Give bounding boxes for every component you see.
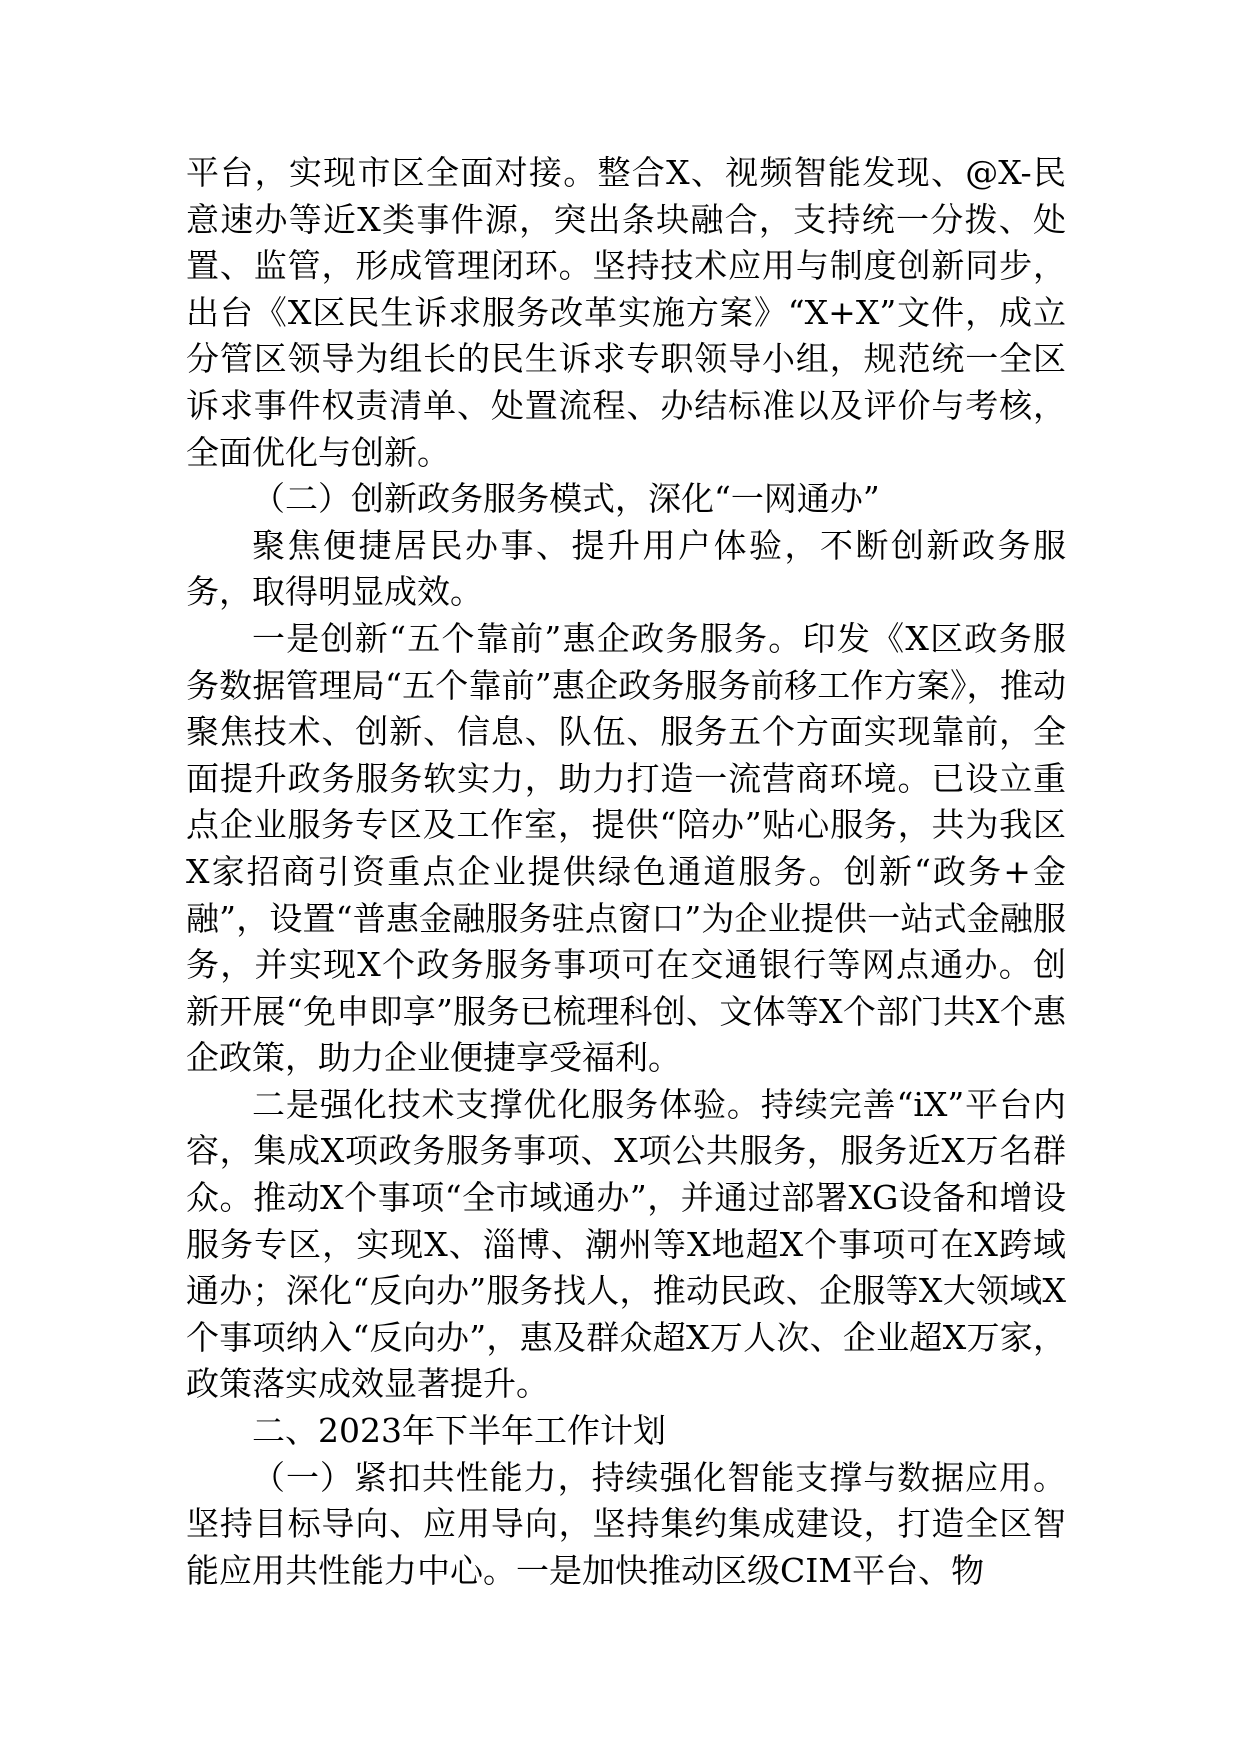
body-paragraph-3: 一是创新“五个靠前”惠企政务服务。印发《X区政务服务数据管理局“五个靠前”惠企政务服务前移工作方案》，推动聚焦技术、创新、信息、队伍、服务五个方面实现靠前，全面提升政务服务软实力，助力打造一流营商环境。已设立重点企业服务专区及工作室，提供“陪办”贴心服务，共为我区X家招商引资重点企业提供绿色通道服务。创新“政务+金融”，设置“普惠金融服务驻点窗口”为企业提供一站式金融服务，并实现X个政务服务事项可在交通银行等网点通办。创新开展“免申即享”服务已梳理科创、文体等X个部门共X个惠企政策，助力企业便捷享受福利。 (186, 618, 1066, 1078)
body-paragraph-4: 二是强化技术支撑优化服务体验。持续完善“iX”平台内容，集成X项政务服务事项、X项公共服务，服务近X万名群众。推动X个事项“全市域通办”，并通过部署XG设备和增设服务专区，实现X、淄博、潮州等X地超X个事项可在X跨域通办；深化“反向办”服务找人，推动民政、企服等X大领域X个事项纳入“反向办”，惠及群众超X万人次、企业超X万家，政策落实成效显著提升。 (186, 1084, 1066, 1404)
document-page (186, 150, 1066, 1594)
section-subheading-2: （二）创新政务服务模式，深化“一网通办” (252, 479, 880, 519)
body-paragraph-1: 平台，实现市区全面对接。整合X、视频智能发现、@X-民意速办等近X类事件源，突出条块融合，支持统一分拨、处置、监管，形成管理闭环。坚持技术应用与制度创新同步，出台《X区民生诉求服务改革实施方案》“X+X”文件，成立分管区领导为组长的民生诉求专职领导小组，规范统一全区诉求事件权责清单、处置流程、办结标准以及评价与考核，全面优化与创新。 (186, 153, 1066, 472)
body-paragraph-5: （一）紧扣共性能力，持续强化智能支撑与数据应用。坚持目标导向、应用导向，坚持集约集成建设，打造全区智能应用共性能力中心。一是加快推动区级CIM平台、物 (186, 1457, 1066, 1590)
section-heading-2: 二、2023年下半年工作计划 (252, 1411, 666, 1451)
body-paragraph-2: 聚焦便捷居民办事、提升用户体验，不断创新政务服务，取得明显成效。 (186, 525, 1066, 612)
